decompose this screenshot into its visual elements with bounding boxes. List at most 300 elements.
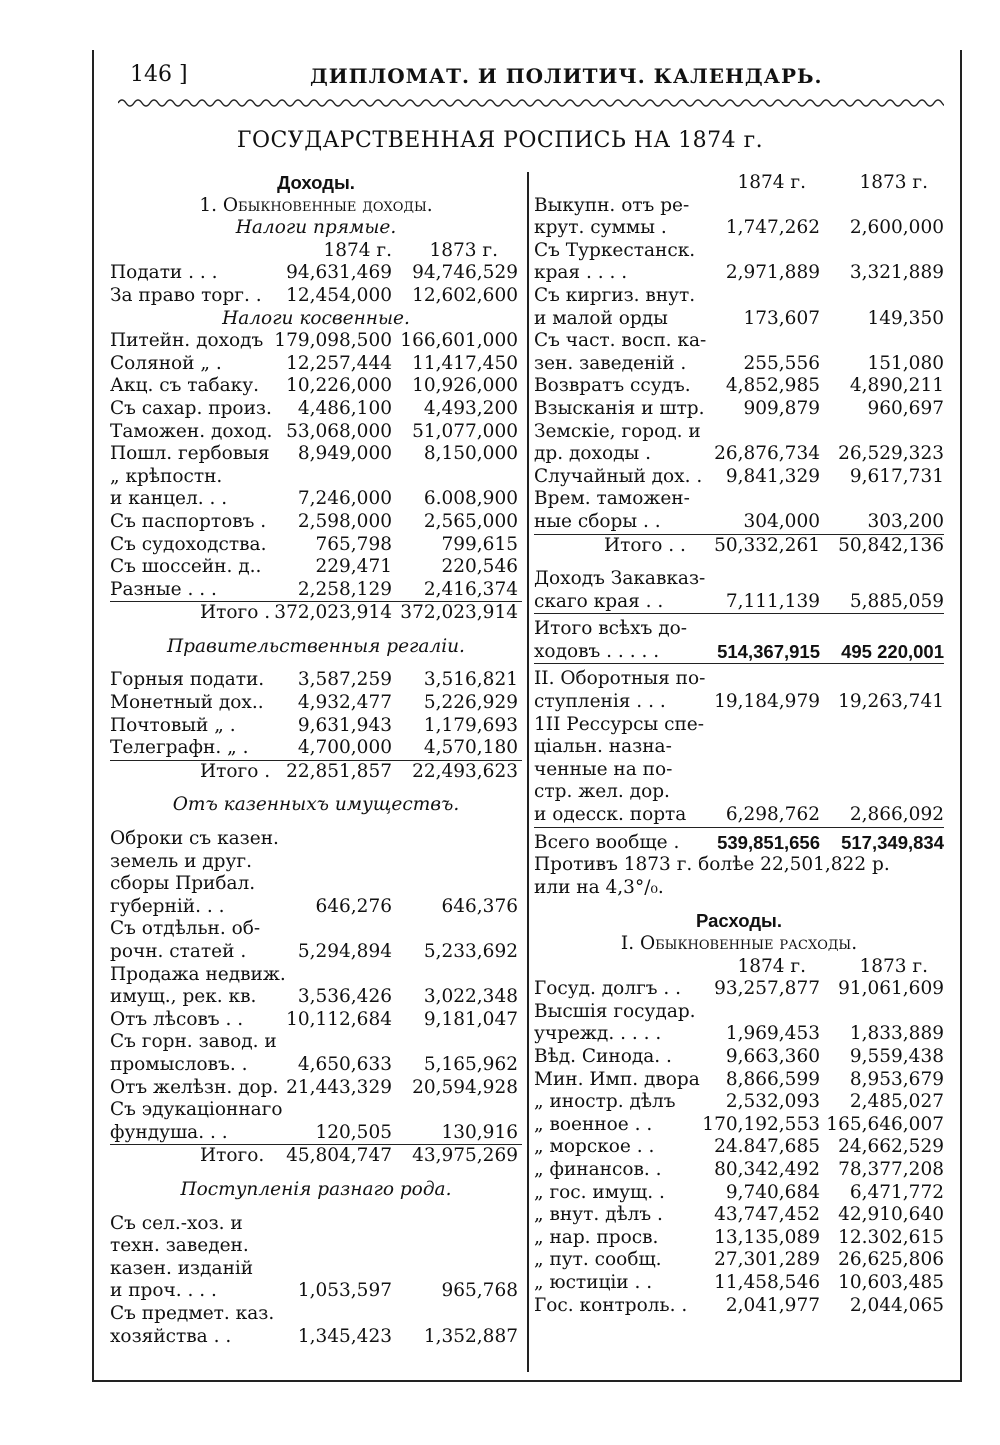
value-1873: 517,349,834 [841, 831, 944, 853]
value-1873: 6,471,772 [849, 1181, 944, 1203]
value-1873: 3,022,348 [423, 986, 518, 1008]
table-row [534, 832, 944, 855]
note-line: Противъ 1873 г. болѣе 22,501,822 р. [534, 854, 890, 876]
table-row [534, 781, 944, 804]
table-row [110, 330, 522, 353]
value-1874: 7,111,139 [725, 590, 820, 612]
table-row [110, 1213, 522, 1236]
row-label: „ иностр. дѣлъ [534, 1091, 676, 1113]
value-1873: 165,646,007 [826, 1113, 944, 1135]
row-label: Итого. [200, 1145, 265, 1167]
table-row [110, 556, 522, 579]
value-1874: 3,587,259 [297, 669, 392, 691]
table-row [534, 759, 944, 782]
value-1873: 78,377,208 [838, 1158, 944, 1180]
row-label: Высшія государ. [534, 1000, 696, 1022]
value-1874: 5,294,894 [297, 941, 392, 962]
value-1873: 166,601,000 [400, 330, 518, 352]
value-1874: 909,879 [743, 397, 820, 419]
value-1874: 255,556 [743, 352, 820, 374]
row-label: Доходъ Закавказ- [534, 568, 706, 590]
row-label: Пошл. гербовыя [110, 443, 270, 465]
value-1873: 4,493,200 [423, 397, 518, 419]
table-row [534, 1046, 944, 1069]
value-1873: 495 220,001 [841, 640, 944, 662]
row-label: и одесск. порта [534, 804, 687, 826]
value-1874: 10,226,000 [286, 375, 392, 397]
row-label: Отъ лѣсовъ . . [110, 1008, 244, 1030]
table-row [534, 466, 944, 489]
value-1873: 220,546 [441, 556, 518, 578]
total-row [110, 1144, 522, 1168]
table-row [534, 353, 944, 376]
value-1874: 1874 г. [737, 955, 806, 977]
value-1874: 2,041,977 [725, 1294, 820, 1316]
row-label: рочн. статей . [110, 941, 247, 962]
value-1873: 12,602,600 [412, 284, 518, 306]
table-row [110, 1303, 522, 1326]
spacer [110, 658, 522, 669]
value-1874: 229,471 [315, 556, 392, 578]
ornamental-rule [118, 96, 944, 110]
value-1874: 765,798 [315, 533, 392, 555]
value-1874: 120,505 [315, 1121, 392, 1143]
table-row [110, 918, 522, 941]
row-label: Госуд. долгъ . . [534, 978, 682, 1000]
section-heading: Поступленія разнаго рода. [180, 1178, 452, 1200]
row-label: и проч. . . . [110, 1280, 217, 1302]
value-1873: 51,077,000 [412, 420, 518, 442]
value-1874: 27,301,289 [714, 1249, 820, 1271]
table-row [534, 804, 944, 827]
value-1873: 2,866,092 [849, 804, 944, 826]
year-header [110, 240, 522, 263]
row-label: „ морское . . [534, 1136, 655, 1158]
value-1873: 4,890,211 [849, 375, 944, 397]
table-row [534, 217, 944, 240]
row-label: Мин. Имп. двора [534, 1068, 700, 1090]
row-label: „ финансов. . [534, 1158, 662, 1180]
table-row [110, 1326, 522, 1349]
value-1874: 9,841,329 [725, 465, 820, 487]
value-1874: 26,876,734 [714, 443, 820, 465]
table-row [110, 1054, 522, 1077]
value-1874: 4,852,985 [725, 375, 820, 397]
spacer [110, 817, 522, 828]
section-heading: 1. Обыкновенные доходы. [199, 194, 433, 216]
value-1873: 1873 г. [859, 172, 928, 193]
value-1873: 26,625,806 [838, 1249, 944, 1271]
row-label: ціальн. назна- [534, 736, 672, 758]
row-label: Съ паспортовъ . [110, 510, 267, 532]
total-row [110, 601, 522, 625]
value-1873: 24,662,529 [838, 1136, 944, 1158]
section-heading: Отъ казенныхъ имуществъ. [172, 794, 460, 816]
row-label: Съ киргиз. внут. [534, 284, 696, 306]
row-label: Съ част. восп. ка- [534, 330, 707, 352]
value-1874: 50,332,261 [714, 534, 820, 556]
value-1873: 9,617,731 [849, 465, 944, 487]
running-title: ДИПЛОМАТ. И ПОЛИТИЧ. КАЛЕНДАРЬ. [310, 64, 823, 88]
table-row [534, 285, 944, 308]
value-1874: 1,345,423 [297, 1325, 392, 1347]
row-label: „ юстиціи . . [534, 1271, 653, 1293]
value-1874: 12,454,000 [286, 284, 392, 306]
row-label: Съ эдукаціоннаго [110, 1099, 283, 1121]
table-row [110, 579, 522, 602]
table-row [110, 737, 522, 760]
value-1873: 8,150,000 [423, 443, 518, 465]
value-1874: 10,112,684 [286, 1008, 392, 1030]
table-row [534, 1182, 944, 1205]
value-1874: 2,258,129 [297, 578, 392, 600]
value-1874: 22,851,857 [286, 760, 392, 782]
table-row [534, 568, 944, 591]
table-row [534, 691, 944, 714]
row-label: Всего вообще . [534, 831, 680, 853]
spacer [534, 557, 944, 568]
value-1873: 2,565,000 [423, 510, 518, 532]
section-heading: Расходы. [696, 910, 782, 932]
row-label: Съ предмет. каз. [110, 1302, 275, 1324]
table-row [534, 1136, 944, 1159]
value-1874: 21,443,329 [286, 1076, 392, 1098]
year-header [534, 956, 944, 979]
row-label: За право торг. . [110, 284, 262, 306]
value-1873: 50,842,136 [838, 534, 944, 556]
table-row [110, 1099, 522, 1122]
value-1874: 304,000 [743, 510, 820, 532]
row-label: Взысканія и штр. [534, 397, 705, 419]
row-label: Съ сел.-хоз. и [110, 1212, 243, 1234]
row-label: „ пут. сообщ. [534, 1249, 662, 1271]
value-1873: 11,417,450 [412, 352, 518, 374]
value-1873: 9,559,438 [849, 1045, 944, 1067]
table-row [534, 421, 944, 444]
row-label: Горныя подати. [110, 669, 265, 691]
value-1873: 2,416,374 [423, 578, 518, 600]
row-label: Итого . . [604, 534, 686, 556]
value-1874: 646,276 [315, 895, 392, 917]
table-row [534, 308, 944, 331]
value-1873: 1,179,693 [423, 714, 518, 736]
value-1874: 4,932,477 [297, 692, 392, 714]
spacer [110, 625, 522, 636]
value-1873: 4,570,180 [423, 737, 518, 759]
note-text [534, 877, 944, 900]
value-1874: 2,598,000 [297, 510, 392, 532]
row-label: скаго края . . [534, 590, 664, 612]
row-label: Итого . [200, 760, 271, 782]
table-row [534, 1114, 944, 1137]
table-row [534, 443, 944, 466]
table-row [534, 262, 944, 285]
row-label: Возвратъ ссудъ. [534, 375, 691, 397]
spacer [534, 899, 944, 910]
row-label: Итого всѣхъ до- [534, 618, 688, 640]
row-label: имущ., рек. кв. [110, 986, 257, 1008]
row-label: Оброки съ казен. [110, 828, 279, 850]
value-1873: 1873 г. [859, 955, 928, 977]
row-label: казен. изданій [110, 1257, 254, 1279]
row-label: фундуша. . . [110, 1121, 228, 1143]
table-row [110, 1077, 522, 1100]
table-row [110, 1122, 522, 1145]
table-row [534, 240, 944, 263]
value-1873: 42,910,640 [838, 1204, 944, 1226]
table-row [110, 466, 522, 489]
row-label: Итого . [200, 602, 271, 624]
row-label: земель и друг. [110, 850, 252, 872]
section-heading: Доходы. [277, 172, 355, 193]
value-1874: 9,740,684 [725, 1181, 820, 1203]
note-line: или на 4,3°/₀. [534, 876, 664, 898]
row-label: сборы Прибал. [110, 873, 256, 895]
table-row [534, 1227, 944, 1250]
row-label: Монетный дох.. [110, 692, 264, 714]
value-1873: 965,768 [441, 1280, 518, 1302]
value-1873: 1,833,889 [849, 1023, 944, 1045]
row-label: хозяйства . . [110, 1325, 232, 1347]
value-1873: 2,485,027 [849, 1091, 944, 1113]
row-label: „ нар. просв. [534, 1226, 659, 1248]
value-1874: 80,342,492 [714, 1158, 820, 1180]
table-row [534, 668, 944, 691]
row-label: ступленія . . . [534, 691, 666, 713]
value-1874: 514,367,915 [717, 640, 820, 662]
row-label: Съ отдѣльн. об- [110, 918, 261, 940]
row-label: Продажа недвиж. [110, 963, 286, 985]
value-1873: 91,061,609 [838, 978, 944, 1000]
row-label: „ гос. имущ. . [534, 1181, 665, 1203]
value-1873: 5,233,692 [423, 941, 518, 962]
table-row [110, 941, 522, 964]
row-label: др. доходы . [534, 443, 651, 465]
value-1874: 45,804,747 [286, 1145, 392, 1167]
table-row [534, 978, 944, 1001]
table-row [534, 511, 944, 534]
value-1874: 1874 г. [323, 239, 392, 261]
value-1873: 94,746,529 [412, 262, 518, 284]
table-row [110, 692, 522, 715]
table-row [534, 1023, 944, 1046]
table-row [534, 1272, 944, 1295]
table-row [110, 1009, 522, 1032]
value-1873: 372,023,914 [400, 602, 518, 624]
value-1874: 1,053,597 [297, 1280, 392, 1302]
value-1874: 11,458,546 [714, 1271, 820, 1293]
section-heading: Правительственныя регаліи. [167, 635, 465, 657]
value-1873: 12.302,615 [838, 1226, 944, 1248]
value-1873: 130,916 [441, 1121, 518, 1143]
table-row [534, 641, 944, 664]
row-label: ченные на по- [534, 758, 673, 780]
row-label: края . . . . [534, 262, 628, 284]
value-1873: 2,600,000 [849, 217, 944, 239]
value-1873: 646,376 [441, 895, 518, 917]
value-1873: 5,226,929 [423, 692, 518, 714]
spacer [110, 783, 522, 794]
row-label: Соляной „ . [110, 352, 222, 374]
value-1874: 179,098,500 [274, 330, 392, 352]
row-label: „ крѣпостн. [110, 465, 223, 487]
right-column [534, 172, 944, 1317]
value-1874: 94,631,469 [286, 262, 392, 284]
value-1873: 10,603,485 [838, 1271, 944, 1293]
value-1873: 26,529,323 [838, 443, 944, 465]
row-label: Питейн. доходъ [110, 330, 264, 352]
value-1874: 2,532,093 [725, 1091, 820, 1113]
row-label: учрежд. . . . . [534, 1023, 662, 1045]
value-1873: 9,181,047 [423, 1008, 518, 1030]
value-1874: 53,068,000 [286, 420, 392, 442]
table-row [110, 986, 522, 1009]
section-heading: Налоги косвенные. [222, 307, 410, 329]
row-label: и канцел. . . [110, 488, 228, 510]
row-label: Вѣд. Синода. . [534, 1045, 672, 1067]
table-row [110, 534, 522, 557]
table-row [534, 1295, 944, 1318]
row-label: Акц. съ табаку. [110, 375, 260, 397]
value-1874: 170,192,553 [702, 1113, 820, 1135]
table-row [110, 715, 522, 738]
table-row [110, 1258, 522, 1281]
table-row [110, 1280, 522, 1303]
table-row [110, 398, 522, 421]
value-1874: 24.847,685 [714, 1136, 820, 1158]
row-label: и малой орды [534, 307, 668, 329]
value-1873: 8,953,679 [849, 1068, 944, 1090]
value-1873: 1,352,887 [423, 1325, 518, 1347]
row-label: ходовъ . . . . . [534, 640, 660, 662]
value-1874: 372,023,914 [274, 602, 392, 624]
value-1874: 9,631,943 [297, 714, 392, 736]
table-row [110, 851, 522, 874]
table-row [110, 285, 522, 308]
value-1874: 9,663,360 [725, 1045, 820, 1067]
table-row [534, 1159, 944, 1182]
table-row [110, 488, 522, 511]
value-1874: 8,866,599 [725, 1068, 820, 1090]
year-header [534, 172, 944, 195]
row-label: Выкупн. отъ ре- [534, 194, 690, 216]
table-row [110, 262, 522, 285]
table-row [110, 511, 522, 534]
value-1873: 960,697 [867, 397, 944, 419]
value-1874: 13,135,089 [714, 1226, 820, 1248]
table-row [534, 1204, 944, 1227]
value-1873: 3,516,821 [423, 669, 518, 691]
table-row [110, 353, 522, 376]
total-row [534, 534, 944, 558]
row-label: Врем. таможен- [534, 488, 690, 510]
table-row [110, 1235, 522, 1258]
row-label: Земскіе, город. и [534, 420, 701, 442]
value-1873: 22,493,623 [412, 760, 518, 782]
row-label: Съ судоходства. [110, 533, 267, 555]
value-1874: 8,949,000 [297, 443, 392, 465]
value-1874: 7,246,000 [297, 488, 392, 510]
column-divider [527, 172, 529, 1372]
row-label: Таможен. доход. [110, 420, 273, 442]
value-1874: 4,486,100 [297, 397, 392, 419]
table-row [110, 873, 522, 896]
row-label: Случайный дох. . [534, 465, 703, 487]
table-row [110, 669, 522, 692]
spacer [110, 1168, 522, 1179]
table-row [534, 1091, 944, 1114]
row-label: Почтовый „ . [110, 714, 236, 736]
revenue-column [110, 172, 522, 1348]
row-label: Съ горн. завод. и [110, 1031, 277, 1053]
total-row [110, 760, 522, 784]
value-1873: 5,885,059 [849, 590, 944, 612]
row-label: Подати . . . [110, 262, 218, 284]
table-row [534, 1249, 944, 1272]
table-row [110, 375, 522, 398]
table-row [110, 964, 522, 987]
table-row [110, 828, 522, 851]
table-row [534, 618, 944, 641]
spacer [110, 1202, 522, 1213]
row-label: стр. жел. дор. [534, 781, 670, 803]
table-row [534, 714, 944, 737]
row-label: „ военное . . [534, 1113, 653, 1135]
table-row [534, 330, 944, 353]
value-1873: 3,321,889 [849, 262, 944, 284]
value-1874: 4,700,000 [297, 737, 392, 759]
row-label: промысловъ. . [110, 1053, 248, 1075]
row-label: „ внут. дѣлъ . [534, 1204, 663, 1226]
value-1873: 799,615 [441, 533, 518, 555]
value-1874: 43,747,452 [714, 1204, 820, 1226]
row-label: губерній. . . [110, 895, 225, 917]
row-label: Съ шоссейн. д.. [110, 556, 262, 578]
value-1874: 539,851,656 [717, 831, 820, 853]
table-row [534, 591, 944, 614]
row-label: Съ сахар. произ. [110, 397, 272, 419]
table-row [534, 1001, 944, 1024]
row-label: техн. заведен. [110, 1235, 249, 1257]
row-label: Телеграфн. „ . [110, 737, 249, 759]
section-heading: I. Обыкновенные расходы. [620, 933, 858, 954]
value-1873: 43,975,269 [412, 1145, 518, 1167]
value-1873: 6.008,900 [423, 488, 518, 510]
value-1874: 173,607 [743, 307, 820, 329]
value-1873: 303,200 [867, 510, 944, 532]
row-label: зен. заведеній . [534, 352, 687, 374]
value-1873: 10,926,000 [412, 375, 518, 397]
value-1873: 2,044,065 [849, 1294, 944, 1316]
value-1873: 20,594,928 [412, 1076, 518, 1098]
row-label: Отъ желѣзн. дор. [110, 1076, 279, 1098]
row-label: Гос. контроль. . [534, 1294, 688, 1316]
value-1873: 19,263,741 [838, 691, 944, 713]
document-title: ГОСУДАРСТВЕННАЯ РОСПИСЬ НА 1874 г. [236, 128, 764, 153]
value-1874: 4,650,633 [297, 1053, 392, 1075]
value-1874: 1,747,262 [725, 217, 820, 239]
value-1874: 93,257,877 [714, 978, 820, 1000]
table-row [534, 398, 944, 421]
value-1873: 5,165,962 [423, 1053, 518, 1075]
value-1874: 3,536,426 [297, 986, 392, 1008]
value-1874: 12,257,444 [286, 352, 392, 374]
table-row [534, 195, 944, 218]
value-1874: 2,971,889 [725, 262, 820, 284]
table-row [534, 488, 944, 511]
row-label: Съ Туркестанск. [534, 239, 696, 261]
table-row [534, 1069, 944, 1092]
